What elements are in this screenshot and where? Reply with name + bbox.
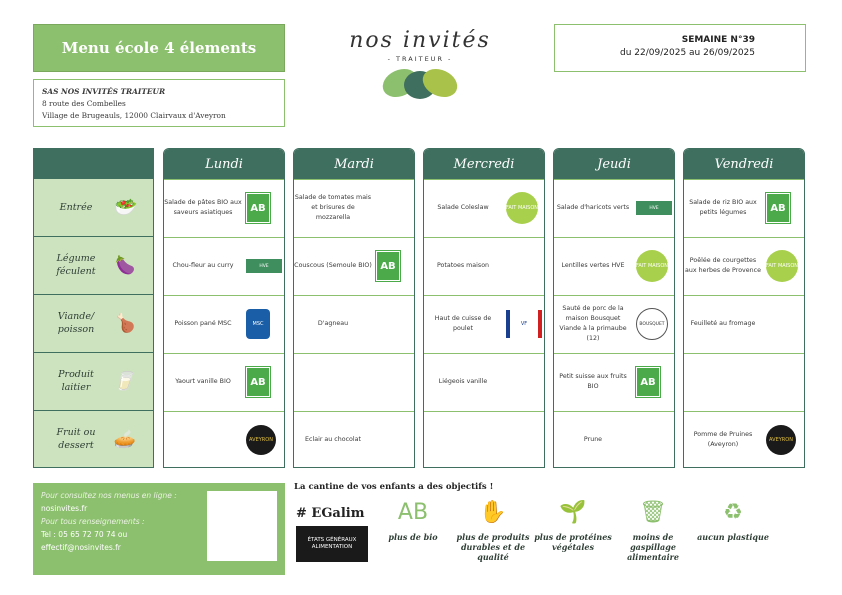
menu-cell bbox=[164, 353, 284, 410]
logo-subtitle: - TRAITEUR - bbox=[387, 55, 453, 63]
hand-plant-icon: 🌱 bbox=[559, 500, 587, 525]
address-block bbox=[33, 79, 285, 127]
eggplant-icon: 🍆 bbox=[112, 254, 135, 276]
menu-cell bbox=[294, 237, 414, 294]
menu-title: Menu école 4 élements bbox=[33, 24, 285, 72]
address-line-1: 8 route des Combelles bbox=[42, 99, 126, 108]
dish-name: Prune bbox=[583, 436, 603, 443]
menu-cell bbox=[294, 295, 414, 352]
menu-cell bbox=[554, 411, 674, 468]
menu-cell bbox=[424, 237, 544, 294]
egalim-hashtag: # EGalim bbox=[296, 506, 365, 521]
row-label-text: Produit laitier bbox=[58, 369, 94, 393]
menu-cell bbox=[424, 353, 544, 410]
row-label bbox=[34, 236, 153, 293]
dish-name: Potatoes maison bbox=[436, 262, 490, 269]
menu-cell bbox=[424, 295, 544, 352]
menu-cell bbox=[554, 353, 674, 410]
row-labels-header bbox=[34, 149, 153, 179]
dish-name: Salade de tomates mais et brisures de mozzarella bbox=[294, 194, 372, 221]
address-line-2: Village de Brugeauls, 12000 Clairvaux d'Aveyron bbox=[42, 111, 226, 120]
menu-cell bbox=[424, 179, 544, 236]
organic-ab-icon: AB bbox=[376, 251, 400, 281]
menu-cell bbox=[424, 411, 544, 468]
msc-label-icon: MSC bbox=[246, 309, 270, 339]
menu-cell bbox=[684, 237, 804, 294]
dish-name: Yaourt vanille BIO bbox=[175, 378, 231, 385]
chicken-icon: 🍗 bbox=[112, 312, 135, 334]
objective-item bbox=[612, 498, 694, 562]
objective-item bbox=[692, 498, 774, 542]
menu-cell bbox=[684, 179, 804, 236]
menu-cell bbox=[684, 295, 804, 352]
row-label-text: Légume féculent bbox=[56, 253, 96, 277]
menu-cell bbox=[164, 411, 284, 468]
objective-item bbox=[452, 498, 534, 562]
menu-cell bbox=[554, 179, 674, 236]
hand-apple-icon: ✋ bbox=[479, 500, 507, 525]
objective-label: plus de bio bbox=[388, 532, 438, 542]
dish-name: Salade d'haricots verts bbox=[556, 204, 630, 211]
aveyron-badge-icon: AVEYRON bbox=[766, 425, 796, 455]
objective-item bbox=[372, 498, 454, 542]
menu-cell bbox=[554, 237, 674, 294]
menu-cell bbox=[684, 353, 804, 410]
logo-text: nos invités bbox=[349, 28, 491, 53]
ab-leaf-icon: AB bbox=[397, 500, 429, 525]
day-column-jeudi bbox=[553, 148, 675, 468]
hve-badge-icon: HVE bbox=[636, 201, 672, 215]
dish-name: Poisson pané MSC bbox=[174, 320, 232, 327]
leaves-icon bbox=[375, 63, 465, 103]
organic-ab-icon: AB bbox=[636, 367, 660, 397]
egalim-logo: ÉTATS GÉNÉRAUX ALIMENTATION bbox=[296, 526, 368, 562]
pie-icon: 🥧 bbox=[112, 428, 135, 450]
qr-code[interactable] bbox=[207, 491, 277, 561]
company-name: SAS NOS INVITÉS TRAITEUR bbox=[42, 87, 166, 96]
dish-name: D'agneau bbox=[317, 320, 349, 327]
organic-ab-icon: AB bbox=[246, 193, 270, 223]
phone-text: Tel : 05 65 72 70 74 ou bbox=[41, 530, 128, 539]
menu-cell bbox=[164, 179, 284, 236]
row-label bbox=[34, 178, 153, 235]
viande-france-icon: VF bbox=[506, 310, 542, 338]
day-header: Mercredi bbox=[424, 149, 544, 179]
menu-cell bbox=[684, 411, 804, 468]
menu-cell bbox=[554, 295, 674, 352]
objective-item bbox=[532, 498, 614, 552]
week-block bbox=[554, 24, 806, 72]
bousquet-logo-icon: BOUSQUET bbox=[636, 308, 668, 340]
row-label bbox=[34, 410, 153, 467]
bin-person-icon: 🗑 bbox=[639, 500, 667, 525]
dish-name: Pomme de Pruines (Aveyron) bbox=[693, 431, 753, 448]
organic-ab-icon: AB bbox=[766, 193, 790, 223]
day-column-lundi bbox=[163, 148, 285, 468]
homemade-badge-icon: FAIT MAISON bbox=[636, 250, 668, 282]
dish-name: Liégeois vanille bbox=[438, 378, 488, 385]
row-label bbox=[34, 352, 153, 409]
week-dates: du 22/09/2025 au 26/09/2025 bbox=[620, 48, 755, 58]
dish-name: Lentilles vertes HVE bbox=[561, 262, 625, 269]
menu-cell bbox=[164, 237, 284, 294]
dish-name: Petit suisse aux fruits BIO bbox=[559, 373, 627, 390]
info-text: Pour tous renseignements : bbox=[41, 517, 145, 526]
day-column-vendredi bbox=[683, 148, 805, 468]
dish-name: Poêlée de courgettes aux herbes de Provence bbox=[685, 257, 761, 274]
objective-label: aucun plastique bbox=[697, 532, 769, 542]
objective-label: moins de gaspillage alimentaire bbox=[627, 532, 679, 562]
dish-name: Salade de riz BIO aux petits légumes bbox=[689, 199, 757, 216]
homemade-badge-icon: FAIT MAISON bbox=[506, 192, 538, 224]
dish-name: Eclair au chocolat bbox=[305, 436, 361, 443]
brand-logo bbox=[335, 28, 505, 118]
dish-name: Haut de cuisse de poulet bbox=[434, 315, 492, 332]
menu-cell bbox=[164, 295, 284, 352]
dish-name: Salade Coleslaw bbox=[437, 204, 489, 211]
salad-bowl-icon: 🥗 bbox=[112, 196, 135, 218]
dish-name: Sauté de porc de la maison Bousquet Viande à la primaube (12) bbox=[559, 305, 627, 342]
aveyron-badge-icon: AVEYRON bbox=[246, 425, 276, 455]
day-header: Jeudi bbox=[554, 149, 674, 179]
row-label bbox=[34, 294, 153, 351]
menu-cell bbox=[294, 179, 414, 236]
row-label-text: Fruit ou dessert bbox=[56, 427, 96, 451]
day-column-mardi bbox=[293, 148, 415, 468]
row-labels bbox=[34, 178, 153, 467]
online-menu-text: Pour consultez nos menus en ligne : bbox=[41, 491, 177, 500]
hve-badge-icon: HVE bbox=[246, 259, 282, 273]
menu-cell bbox=[294, 353, 414, 410]
email-link[interactable]: effectif@nosinvites.fr bbox=[41, 543, 121, 552]
day-header: Vendredi bbox=[684, 149, 804, 179]
dish-name: Salade de pâtes BIO aux saveurs asiatiques bbox=[164, 199, 242, 216]
contact-panel bbox=[33, 483, 285, 575]
organic-ab-icon: AB bbox=[246, 367, 270, 397]
row-label-text: Entrée bbox=[59, 201, 93, 213]
objectives-title: La cantine de vos enfants a des objectifs ! bbox=[294, 482, 494, 492]
dish-name: Couscous (Semoule BIO) bbox=[294, 262, 372, 269]
objective-label: plus de protéines végétales bbox=[534, 532, 612, 552]
row-label-text: Viande/ poisson bbox=[57, 311, 95, 335]
day-header: Lundi bbox=[164, 149, 284, 179]
menu-cell bbox=[294, 411, 414, 468]
dish-name: Feuilleté au fromage bbox=[690, 320, 756, 327]
recycle-icon: ♻ bbox=[723, 500, 743, 525]
day-column-mercredi bbox=[423, 148, 545, 468]
day-header: Mardi bbox=[294, 149, 414, 179]
week-number: SEMAINE N°39 bbox=[681, 35, 755, 45]
homemade-badge-icon: FAIT MAISON bbox=[766, 250, 798, 282]
objective-label: plus de produits durables et de qualité bbox=[456, 532, 530, 562]
website-link[interactable]: nosinvites.fr bbox=[41, 504, 88, 513]
yogurt-pot-icon: 🥛 bbox=[112, 370, 135, 392]
dish-name: Chou-fleur au curry bbox=[172, 262, 234, 269]
